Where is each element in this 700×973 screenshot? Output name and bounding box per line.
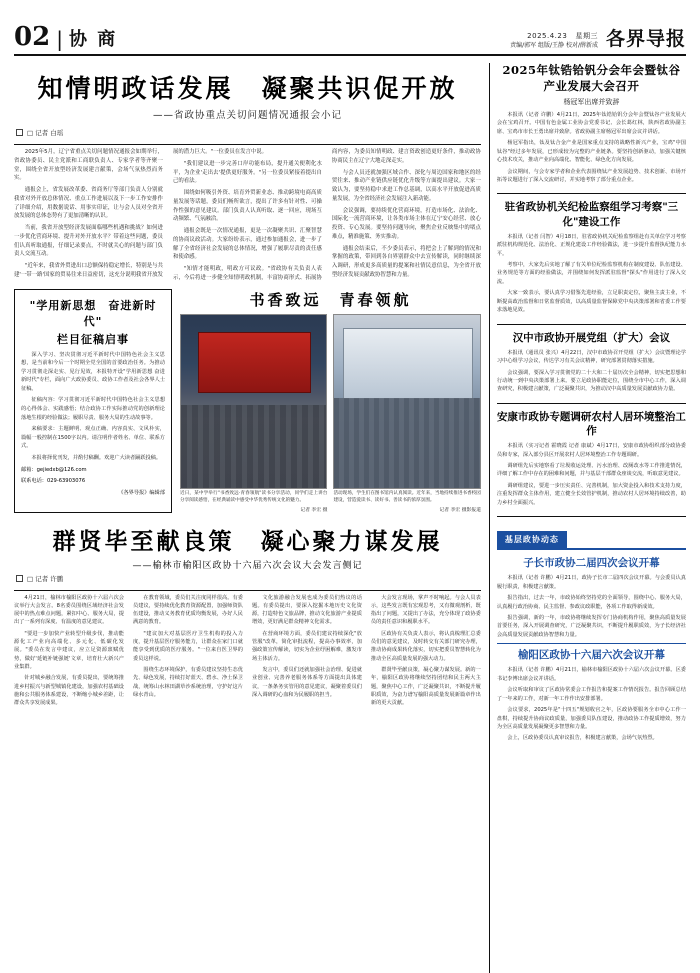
second-article-body xyxy=(14,594,481,708)
paragraph: 会上，区政协委员认真审议报告，积极建言献策，会场气氛热烈。 xyxy=(507,735,658,742)
issue-date: 2025.4.23 xyxy=(527,31,568,40)
right-article-title: 2025年钛锆铪钒分会年会暨钛谷产业发展大会召开 xyxy=(502,63,681,93)
paragraph: "要进一步加快产业转型升级步伐，推动能源化工产业向高端化、多元化、低碳化发展。"委员在发言中建议，应立足资源禀赋优势，做好'延链补链强链'文章，培育壮大新兴产业集群。 xyxy=(14,630,124,670)
paragraph: 调研组先后实地察看了垃圾收运处理、污水治理、改厕改水等工作推进情况，详细了解工作中存在的困难和问题，并与基层干部群众座谈交流，听取意见建议。 xyxy=(496,463,686,478)
bottom-article xyxy=(497,648,686,743)
paragraph: 文化旅游融合发展也成为委员们热议的话题。有委员提出，要深入挖掘本地历史文化资源，打造特色文旅品牌，推动文化旅游产业提质增效，更好满足群众精神文化需求。 xyxy=(251,594,362,626)
paragraph: 当前，我省开放型经济发展面临哪些机遇和挑战？如何进一步优化营商环境、提升对外开放水平？带着这些问题，委员们认真听取通报，仔细记录要点，不时就关心的问题与部门负责人交流互动。 xyxy=(14,225,163,258)
paragraph: 会议要求，2025年是"十四五"规划收官之年，区政协要服务全市中心工作一盘棋，持续提升协商议政质量，加强委员队伍建设，推动政协工作提质增效，努力为全区高质量发展凝聚更多智慧和力量。 xyxy=(496,707,686,730)
email-label: 邮箱： xyxy=(21,467,37,474)
right-article-body xyxy=(497,349,686,394)
paragraph: 群贤毕至献良策，凝心聚力谋发展。新的一年，榆阳区政协将继续坚持团结和民主两大主题，聚焦中心工作，广泛凝聚共识，不断提升履职质效，为奋力谱写榆阳高质量发展新篇章作出新的更大贡献。 xyxy=(370,667,481,707)
right-article-body xyxy=(497,111,686,184)
section-badge: 基层政协动态 xyxy=(497,531,567,548)
photo-credit: 记者 李宏 摄影报道 xyxy=(439,507,481,513)
paragraph: 区政协有关负责人表示，将认真梳理汇总委员们的意见建议，及时转交有关部门研究办理，推动协商成果转化落实，切实把委员智慧转化为推动全区高质量发展的强大动力。 xyxy=(370,630,481,662)
right-article xyxy=(497,331,686,404)
byline-text: □ 记者 白瑶 xyxy=(27,129,64,137)
second-article-header xyxy=(14,521,481,571)
paragraph: "建议加大对基层医疗卫生机构的投入力度，提升基层医疗服务能力，让群众在家门口就能享受到优质的医疗服务。"一位来自医卫界的委员这样说。 xyxy=(132,630,243,662)
paragraph: "知情才能明政，明政方可议政。"省政协有关负责人表示，今后将进一步健全知情明政机制，丰富协商形式、拓展协商内容，为委员知情明政、建言资政创造更好条件，推动政协协商民主在辽宁大地走深走实。 xyxy=(172,149,481,281)
photo-item xyxy=(333,314,480,513)
photo-caption: 活动现场，学生们在图书馆内认真阅读。近年来，当地持续推进书香校园建设，营造爱读书、读好书、善读书的浓厚氛围。 xyxy=(333,490,481,503)
lead-article-body xyxy=(14,148,481,283)
section-name: 协 商 xyxy=(68,29,118,50)
photo-image xyxy=(180,314,327,489)
second-article-title: 群贤毕至献良策 凝心聚力谋发展 xyxy=(52,527,443,555)
right-article-body xyxy=(497,233,686,315)
submission-signoff: 《各界导报》编辑部 xyxy=(118,490,165,497)
paragraph: 发言中，委员们还就加强社会治理、促进就业创业、完善养老服务体系等方面提出具体建议，一条条务实管用的意见建议，凝聚着委员们深入调研的心血和为民履职的担当。 xyxy=(251,667,362,698)
paragraph: 本报讯（记者 闫智）4月18日，驻省政协机关纪检监察组赴有关单位学习考察派驻机构规范化、法治化、正规化建设工作经验做法，进一步提升监督执纪能力水平。 xyxy=(496,233,686,257)
left-column xyxy=(14,63,481,973)
page-body xyxy=(14,63,686,973)
paragraph: 报告指出，过去一年，市政协始终坚持党的全面领导，围绕中心、服务大局，认真履行政治协商、民主监督、参政议政职能，各项工作取得新成效。 xyxy=(496,595,686,610)
right-article xyxy=(497,410,686,517)
right-article-subtitle: 杨冠军出席并致辞 xyxy=(563,98,620,107)
bottom-article-title: 子长市政协二届四次会议开幕 xyxy=(523,557,660,570)
paragraph: 调研组建议，要进一步压实责任、完善机制，加大资金投入和技术支持力度，注重发挥群众主体作用，建立健全长效管护机制，推动农村人居环境持续改善，助力乡村全面振兴。 xyxy=(496,482,686,506)
submission-title-line1: "学用新思想 奋进新时代" xyxy=(29,298,157,328)
bullet-square-icon xyxy=(16,129,23,136)
submission-tel: 联系电话：029-63903076 xyxy=(21,478,86,485)
paragraph: 本报讯（记者 许鹏）4月21日，政协子长市二届四次会议开幕。与会委员认真履行职责，积极建言献策。 xyxy=(496,575,686,590)
masthead-left xyxy=(14,24,117,50)
bottom-article-title: 榆阳区政协十六届六次会议开幕 xyxy=(517,649,665,662)
issue-weekday: 星期三 xyxy=(575,31,598,40)
newspaper-logo: 各界导报 xyxy=(605,28,686,50)
photo-grid xyxy=(180,314,481,513)
divider xyxy=(14,144,481,145)
second-article-byline xyxy=(16,574,481,583)
lead-article-header xyxy=(14,63,481,125)
bottom-article-body xyxy=(497,574,686,639)
paragraph: 大家一致表示，要认真学习借鉴先进经验，立足职责定位，聚焦主责主业，不断提高政治监督和日常监督质效，以高质量监督保障党中央决策部署和省委工作要求落地见效。 xyxy=(496,290,686,314)
paragraph: 通报会结束后，不少委员表示，将把会上了解到的情况和掌握的政策，带回到各自界别群众中去宣传解读，同时继续深入调研，形成更多高质量的提案和社情民意信息，为全省开放型经济发展贡献政协智慧和力量。 xyxy=(331,245,481,278)
submission-body xyxy=(21,351,165,463)
paragraph: 征稿内容：学习贯彻习近平新时代中国特色社会主义思想的心得体会、实践感悟；结合政协工作实际推动党的创新理论落地生根的经验做法；履职尽责、服务大局的生动故事等。 xyxy=(21,397,165,421)
photo-feature-title: 书香致远 青春领航 xyxy=(249,290,412,309)
divider xyxy=(497,643,686,644)
paragraph: 围绕如何吸引外资、培育外贸新业态、推动跨境电商高质量发展等话题，委员们畅所欲言，提出了许多有针对性、可操作性强的意见建议。部门负责人认真听取、逐一回应，现场互动频繁、气氛融洽。 xyxy=(172,190,322,223)
masthead-meta xyxy=(510,31,598,51)
right-article-title: 汉中市政协开展党组（扩大）会议 xyxy=(512,331,671,344)
section-badge-wrap xyxy=(497,527,686,550)
bottom-section xyxy=(497,523,686,746)
call-for-submissions-box xyxy=(14,289,172,513)
paragraph: 围绕生态环境保护，有委员建议坚持生态优先、绿色发展，持续打好蓝天、碧水、净土保卫战，统筹山水林田湖草沙系统治理，守护好这片绿水青山。 xyxy=(132,667,243,698)
middle-row xyxy=(14,289,481,513)
page-number: 02 xyxy=(14,22,51,52)
paragraph: 杨冠军指出，钛及钛合金产业是国家重点支持的战略性新兴产业，宝鸡"中国钛谷"经过多年发展，已形成较为完整的产业链条。要坚持创新驱动，加强关键核心技术攻关，推动产业向高端化、智能化、绿色化方向发展。 xyxy=(496,140,686,164)
photo-caption: 近日，某中学举行"书香致远·青春领航"读书分享活动，同学们走上讲台分享阅读感悟，在经典诵读中感受中华优秀传统文化的魅力。 xyxy=(180,490,328,503)
paragraph: 4月21日，榆林市榆阳区政协十六届六次会议举行大会发言。8名委员围绕区域经济社会发展中的热点难点问题，紧扣中心、服务大局，提出了一系列有深度、有温度的意见建议。 xyxy=(14,594,124,626)
paragraph: 2025年5月，辽宁省重点关切问题情况通报会如期举行，省政协委员、民主党派和工商联负责人、专家学者等齐聚一堂，围绕全省开放型经济发展建言献策，会场气氛热烈而务实。 xyxy=(14,149,163,182)
masthead-right xyxy=(510,30,686,50)
photo-credit: 记者 李宏 摄 xyxy=(300,507,328,513)
right-article xyxy=(497,63,686,194)
paragraph: 针对城乡融合发展，有委员提出，要统筹推进乡村振兴与新型城镇化建设，加强农村基础设施和公共服务体系建设，不断缩小城乡差距，让群众共享发展成果。 xyxy=(14,675,124,707)
right-article-body xyxy=(497,442,686,507)
second-article-subtitle: ——榆林市榆阳区政协十六届六次会议大会发言侧记 xyxy=(132,560,363,571)
right-column xyxy=(489,63,686,973)
paragraph: 本报将择优刊发，并酌付稿酬。欢迎广大读者踊跃投稿。 xyxy=(31,454,162,461)
paragraph: 报告强调，新的一年，市政协将继续发挥专门协商机构作用，聚焦高质量发展首要任务，深入开展调查研究，广泛凝聚共识，不断提升履职质效，为子长经济社会高质量发展贡献政协智慧和力量。 xyxy=(496,614,686,638)
paragraph: 本报讯（记者 许鹏）4月21日，榆林市榆阳区政协十六届六次会议开幕。区委书记李博出席会议并讲话。 xyxy=(496,667,686,682)
divider xyxy=(14,590,481,591)
right-article xyxy=(497,200,686,324)
lead-article-title: 知情明政话发展 凝聚共识促开放 xyxy=(37,74,458,103)
paragraph: 在营商环境方面，委员们建议持续深化"放管服"改革，简化审批流程，提高办事效率，加强政策宣传解读，切实为企业纾困解难，激发市场主体活力。 xyxy=(251,630,362,662)
lead-article-byline xyxy=(16,128,481,137)
email-value: gejiedxb@126.com xyxy=(36,467,87,474)
paragraph: 来稿要求：主题鲜明、观点正确、内容真实、文风朴实，篇幅一般控制在1500字以内。请注明作者姓名、单位、联系方式。 xyxy=(21,426,165,450)
paragraph: 会议强调，要持续优化营商环境，打造市场化、法治化、国际化一流营商环境，让各类市场主体在辽宁安心经营、放心投资、专心发展。要坚持问题导向，聚焦企业反映集中的堵点难点，精准施策、务实推动。 xyxy=(331,207,481,240)
paragraph: 本报讯（记者 许鹏）4月21日，2025年钛锆铪钒分会年会暨钛谷产业发展大会在宝鸡召开。中国有色金属工业协会党委书记、会长葛红林，陕西省政协副主席、宝鸡市市长王勇出席并致辞。省政协副主席杨冠军出席会议并讲话。 xyxy=(496,112,686,135)
submission-title-line2: 栏目征稿启事 xyxy=(57,332,129,346)
photo-feature xyxy=(180,289,481,513)
issue-credits: 责编∕郭军 组版∕王静 校对∕薛新成 xyxy=(510,42,598,49)
bottom-article-body xyxy=(497,666,686,742)
paragraph: 本报讯（实习记者 霍晓霞 记者 康斌）4月17日，安康市政协组织部分政协委员和专家，深入部分县区开展农村人居环境整治工作专题调研。 xyxy=(496,443,686,458)
submission-email xyxy=(21,466,165,473)
paragraph: 通报会既是一次情况通报，更是一次凝聚共识、汇聚智慧的协商议政活动。大家纷纷表示，通过参加通报会，进一步了解了全省经济社会发展的总体情况，增强了履职尽责的责任感和使命感。 xyxy=(172,228,322,261)
paragraph: 本报讯（通讯员 张兴）4月22日，汉中市政协召开党组（扩大）会议暨理论学习中心组学习会议，传达学习有关会议精神，研究部署贯彻落实措施。 xyxy=(496,349,686,365)
paragraph: 通报会上，省发展改革委、省商务厅等部门负责人分别就我省对外开放总体情况、重点工作进展以及下一步工作安排作了详细介绍，用数据说话、用事实印证，让与会人员对全省开放发展的总体态势有了更加清晰的认识。 xyxy=(14,187,163,220)
paragraph: 大会发言现场，掌声不时响起。与会人员表示，这些发言既有宏观思考，又有微观剖析，既指出了问题，又提出了办法，充分体现了政协委员的责任意识和履职水平。 xyxy=(370,594,481,626)
paragraph: 考察中，大家先后实地了解了有关单位纪检监察机构在制度建设、队伍建设、业务规范等方面的经验做法，并围绕如何发挥派驻监督"探头"作用进行了深入交流。 xyxy=(496,262,686,285)
paragraph: 与会人员还就加强区域合作、深化与周边国家和地区的经贸往来、推动产业链供应链优化升级等方面提出建议。大家一致认为，要坚持稳中求进工作总基调，以高水平开放促进高质量发展，为全省经济社会发展注入新动能。 xyxy=(331,169,481,202)
lead-article-subtitle: ——省政协重点关切问题情况通报会小记 xyxy=(152,110,342,121)
masthead xyxy=(14,10,686,56)
byline-text: □ 记者 许鹏 xyxy=(27,574,64,583)
right-article-title: 安康市政协专题调研农村人居环境整治工作 xyxy=(496,410,686,437)
bottom-article xyxy=(497,556,686,644)
paragraph: "近年来，我省外贸进出口总额保持稳定增长，特别是与共建'一带一路'国家的贸易往来日益密切，这充分说明我省开放发展的潜力巨大。"一位委员在发言中说。 xyxy=(14,149,268,278)
paragraph: 在教育领域，委员们关注度同样很高。有委员建议，要持续优化教育资源配置，加强师资队伍建设，推动义务教育优质均衡发展，办好人民满意的教育。 xyxy=(132,594,243,626)
paragraph: 会议听取和审议了区政协常委会工作报告和提案工作情况报告。报告回顾总结了一年来的工作，对新一年工作作出安排部署。 xyxy=(496,687,686,702)
paragraph: "我们建议进一步完善口岸功能布局，提升通关便利化水平，为企业'走出去'提供更好服务。"另一位委员紧接着提出自己的看法。 xyxy=(172,160,322,185)
bullet-square-icon xyxy=(16,575,23,582)
photo-image xyxy=(333,314,480,489)
paragraph: 深入学习、坚决贯彻习近平新时代中国特色社会主义思想，是当前和今后一个时期全党全国的首要政治任务。为推动学习贯彻走深走实、见行见效，本报特开设"学用新思想 奋进新时代"专栏，面向广大政协委员、政协工作者及社会各界人士征稿。 xyxy=(21,351,165,392)
photo-item xyxy=(180,314,327,513)
masthead-separator: | xyxy=(56,27,63,51)
paragraph: 会议期间，与会专家学者和企业代表围绕钛产业发展趋势、技术创新、市场开拓等议题进行了深入交流研讨，并实地考察了部分重点企业。 xyxy=(496,168,686,183)
paragraph: 会议强调，要深入学习贯彻党的二十大和二十届历次全会精神，切实把思想和行动统一到中央决策部署上来。要立足政协职能定位，围绕全市中心工作，深入调查研究，积极建言献策，广泛凝聚共识，为推动汉中高质量发展贡献政协力量。 xyxy=(496,369,686,393)
right-article-title: 驻省政协机关纪检监察组学习考察"三化"建设工作 xyxy=(504,201,679,228)
